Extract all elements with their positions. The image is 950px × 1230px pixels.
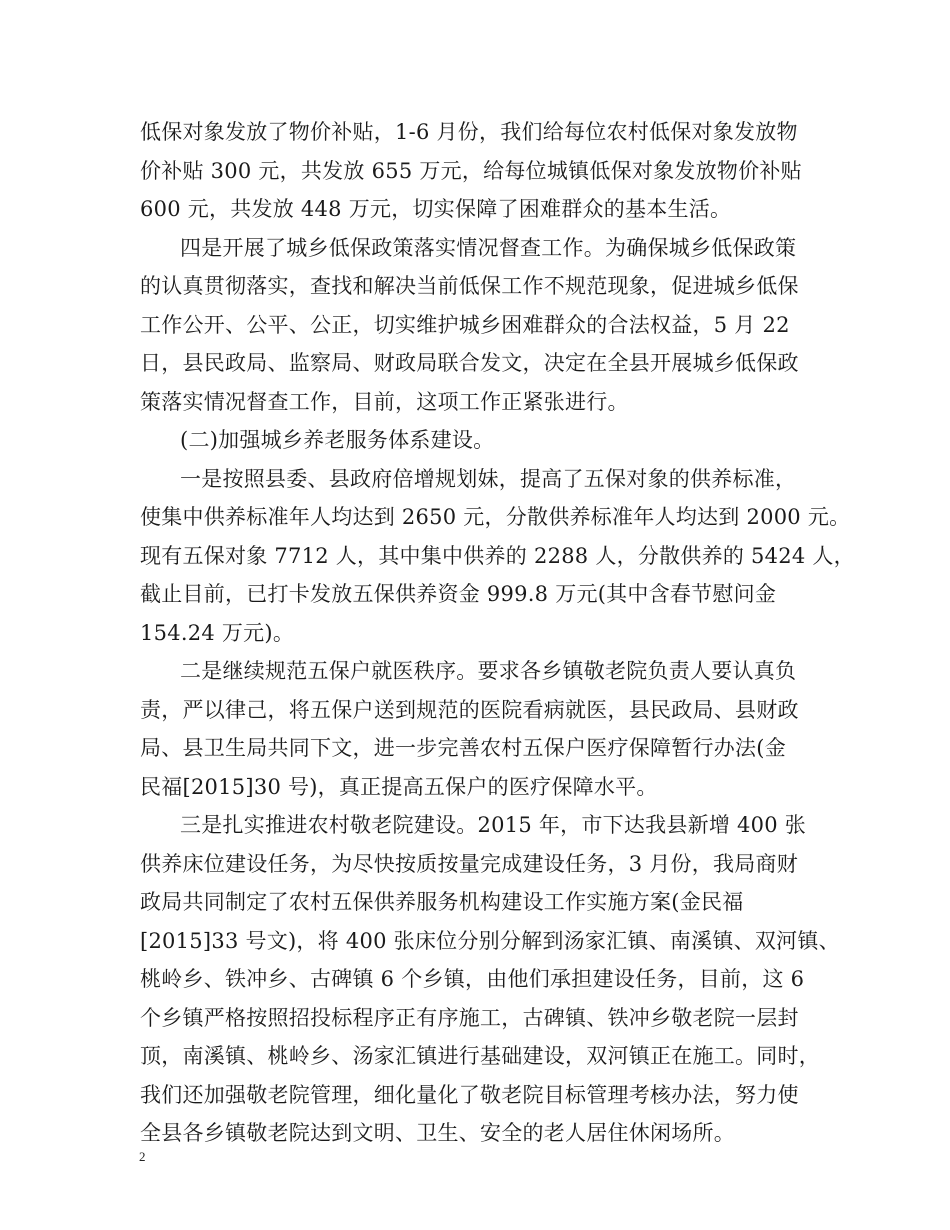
text-line: 现有五保对象 7712 人，其中集中供养的 2288 人，分散供养的 5424 人， [140, 543, 855, 568]
text-line: 全县各乡镇敬老院达到文明、卫生、安全的老人居住休闲场所。 [140, 1121, 735, 1145]
text-line: 顶，南溪镇、桃岭乡、汤家汇镇进行基础建设，双河镇正在施工。同时， [140, 1044, 820, 1068]
text-line: 供养床位建设任务，为尽快按质按量完成建设任务，3 月份，我局商财 [140, 851, 799, 876]
paragraph-first-line: 二是继续规范五保户就医秩序。要求各乡镇敬老院负责人要认真负 [180, 659, 797, 683]
text-line: 154.24 万元)。 [140, 620, 295, 645]
text-line: 600 元，共发放 448 万元，切实保障了困难群众的基本生活。 [140, 197, 732, 221]
page-number: 2 [139, 1149, 146, 1164]
text-line: 策落实情况督查工作，目前，这项工作正紧张进行。 [140, 389, 629, 414]
paragraph-first-line: 四是开展了城乡低保政策落实情况督查工作。为确保城乡低保政策 [180, 235, 797, 260]
text-line: [2015]33 号文)，将 400 张床位分别分解到汤家汇镇、南溪镇、双河镇、 [140, 928, 840, 953]
body-text [140, 113, 855, 1153]
text-line: 工作公开、公平、公正，切实维护城乡困难群众的合法权益，5 月 22 [140, 312, 790, 337]
text-line: 截止目前，已打卡发放五保供养资金 999.8 万元(其中含春节慰问金 [140, 582, 777, 606]
text-line: 民福[2015]30 号)，真正提高五保户的医疗保障水平。 [140, 774, 658, 799]
text-line: 政局共同制定了农村五保供养服务机构建设工作实施方案(金民福 [140, 890, 744, 914]
text-line: 低保对象发放了物价补贴，1-6 月份，我们给每位农村低保对象发放物 [140, 120, 798, 144]
text-line: 桃岭乡、铁冲乡、古碑镇 6 个乡镇，由他们承担建设任务，目前，这 6 [140, 967, 805, 991]
text-line: 个乡镇严格按照招投标程序正有序施工，古碑镇、铁冲乡敬老院一层封 [140, 1005, 799, 1030]
text-line: 日，县民政局、监察局、财政局联合发文，决定在全县开展城乡低保政 [140, 351, 799, 375]
text-line: 我们还加强敬老院管理，细化量化了敬老院目标管理考核办法，努力使 [140, 1082, 799, 1107]
text-line: 使集中供养标准年人均达到 2650 元，分散供养标准年人均达到 2000 元。 [140, 505, 851, 529]
text-line: 的认真贯彻落实，查找和解决当前低保工作不规范现象，促进城乡低保 [140, 274, 799, 298]
text-line: 局、县卫生局共同下文，进一步完善农村五保户医疗保障暂行办法(金 [140, 736, 786, 760]
text-line: 责，严以律己，将五保户送到规范的医院看病就医，县民政局、县财政 [140, 697, 799, 722]
paragraph-first-line: 一是按照县委、县政府倍增规划妹，提高了五保对象的供养标准， [180, 466, 797, 491]
section-heading: (二)加强城乡养老服务体系建设。 [180, 428, 495, 452]
text-line: 价补贴 300 元，共发放 655 万元，给每位城镇低保对象发放物价补贴 [140, 158, 802, 183]
paragraph-first-line: 三是扎实推进农村敬老院建设。2015 年，市下达我县新增 400 张 [180, 813, 807, 837]
